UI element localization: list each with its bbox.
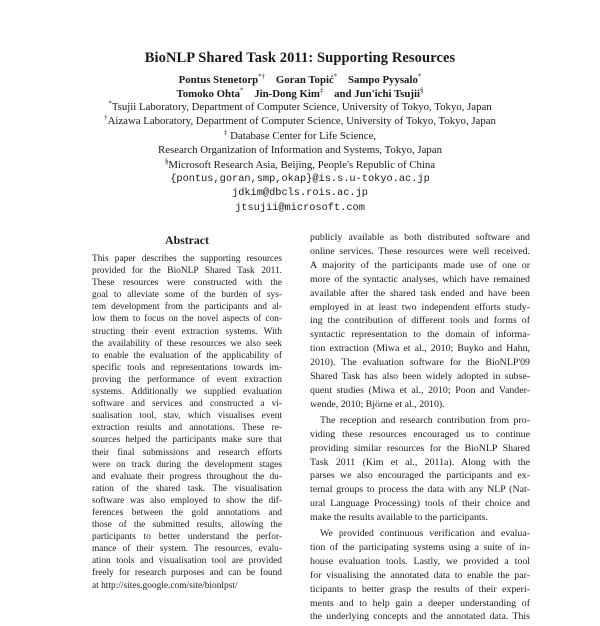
affiliation-line: §Microsoft Research Asia, Beijing, People's Republic of China (164, 157, 436, 171)
abstract-line: low them to focus on the novel aspects of con- (92, 314, 282, 325)
body-line: The reception and research contribution from pro- (320, 414, 530, 426)
body-line: We provided continuous verification and evalua- (320, 528, 530, 540)
abstract-line: ferences between the gold annotations and (92, 507, 282, 518)
body-line: syntactic representation to the domain of informa- (310, 329, 530, 341)
abstract-body (92, 253, 282, 592)
abstract-line: those of the submitted results, allowing the (92, 520, 282, 531)
affiliations (0, 100, 600, 215)
body-line: publicly available as both distributed software and (310, 232, 530, 243)
abstract-line: tem development from the participants and al- (92, 302, 282, 313)
email-address: {pontus,goran,smp,okap}@is.s.u-tokyo.ac.jp (170, 173, 430, 186)
body-line: wende, 2010; Björne et al., 2010). (310, 398, 445, 410)
body-line: more of the syntactic analyses, which have remained (310, 273, 530, 285)
abstract-line: software was also employed to show the dif- (92, 495, 282, 506)
body-line: viding these resources encouraged us to continue (310, 428, 530, 440)
body-line: available after the shared task ended and have been (310, 287, 530, 299)
body-line: quent studies (Miwa et al., 2010; Poon and Vander- (310, 384, 530, 396)
abstract-heading: Abstract (165, 233, 209, 247)
author-name: Tomoko Ohta* (176, 86, 244, 100)
body-line: A majority of the participants made use of one or (310, 259, 530, 271)
abstract-line: freely for research purposes and can be found (92, 568, 282, 579)
body-paragraph (310, 231, 530, 412)
body-line: Shared Task has also been widely adopted in subse- (310, 371, 530, 383)
body-column (310, 231, 530, 626)
body-line: ing the contribution of different tools and forms of (310, 315, 530, 327)
body-line: parses we also encouraged the participants and ex- (310, 470, 530, 482)
abstract-line: ation tools and visualisation tool are provided (92, 556, 282, 567)
author-name: Sampo Pyysalo* (347, 72, 422, 86)
paper-title: BioNLP Shared Task 2011: Supporting Resources (144, 50, 456, 66)
body-line: for visualising the annotated data to enable the par- (310, 569, 530, 581)
abstract-line: structing their event extraction systems. With (92, 326, 282, 337)
author-list (0, 73, 600, 101)
email-address: jtsujii@microsoft.com (235, 201, 365, 214)
body-line: the underlying concepts and the annotated data. This (310, 611, 530, 623)
body-line: providing similar resources for the BioNLP Shared (310, 442, 530, 454)
abstract-line: were on track during the development stages (92, 459, 282, 470)
abstract-line: ration of the shared task. The visualisation (92, 483, 282, 494)
author-name: Jin-Dong Kim‡ (254, 86, 324, 100)
author-line-1 (0, 73, 600, 87)
abstract-line: sualisation tool, stav, which visualises event (92, 411, 282, 422)
body-line: house evaluation tools. Lastly, we provided a tool (310, 555, 530, 567)
affiliation-line: *Tsujii Laboratory, Department of Computer Science, University of Tokyo, Tokyo, Japan (108, 99, 492, 113)
email-address: jdkim@dbcls.rois.ac.jp (232, 187, 368, 200)
body-line: ments and to help gain a deeper understanding of (310, 597, 530, 609)
abstract-line: their final submissions and research efforts (92, 447, 282, 458)
abstract-line: These resources were constructed with the (92, 278, 282, 289)
abstract-line: provided for the BioNLP Shared Task 2011. (92, 266, 282, 277)
author-name: Pontus Stenetorp*† (178, 72, 266, 86)
abstract-line: systems. Additionally we supplied evaluation (92, 387, 282, 398)
body-line: tion extraction (Miwa et al., 2010; Buyko and Hahn, (310, 343, 530, 355)
author-line-2 (0, 87, 600, 101)
affiliation-line: Research Organization of Information and Systems, Tokyo, Japan (158, 144, 442, 157)
abstract-line: participants to better understand the perfor- (92, 532, 282, 543)
abstract-line: the availability of these resources we also seek (92, 338, 282, 349)
abstract-line: specific tools and representations towards im- (92, 362, 282, 373)
body-line: ticipants to better grasp the results of their experi- (310, 583, 530, 595)
body-line: tion of the participating systems using a suite of in- (310, 541, 530, 553)
body-line: ural Language Processing) tools of their choice and (310, 498, 530, 510)
author-name: and Jun'ichi Tsujii§ (334, 86, 424, 100)
abstract-line: proving the performance of event extraction (92, 374, 282, 385)
body-line: ternal groups to process the data with any NLP (Nat- (310, 484, 530, 496)
body-line: make the results available to the participants. (310, 512, 488, 524)
body-line: employed in at least two independent efforts study- (310, 301, 530, 313)
author-name: Goran Topić* (275, 72, 338, 86)
abstract-line: at http://sites.google.com/site/bionlpst/ (92, 580, 238, 591)
body-paragraph (310, 414, 530, 525)
body-line: 2010). The evaluation software for the BioNLP'09 (310, 357, 530, 369)
body-line: Task 2011 (Kim et al., 2011a). Along with the (310, 456, 530, 468)
body-paragraph (310, 527, 530, 624)
abstract-line: and evaluate their progress throughout the du- (92, 471, 282, 482)
body-line: online services. These resources were well received. (310, 245, 530, 257)
abstract-line: mance of their system. The resources, evalu- (92, 544, 282, 555)
affiliation-line: †Aizawa Laboratory, Department of Computer Science, University of Tokyo, Tokyo, Japan (104, 113, 496, 128)
abstract-line: software and services and constructed a vi- (92, 399, 282, 410)
abstract-line: This paper describes the supporting resources (92, 254, 282, 264)
abstract-line: extraction results and annotations. These re- (92, 423, 282, 434)
abstract-line: sources helped the participants make sure that (92, 435, 282, 446)
abstract-line: goal to alleviate some of the burden of sys- (92, 290, 282, 301)
abstract-line: to enable the evaluation of the applicability of (92, 350, 282, 361)
affiliation-line: ‡ Database Center for Life Science, (223, 128, 377, 142)
